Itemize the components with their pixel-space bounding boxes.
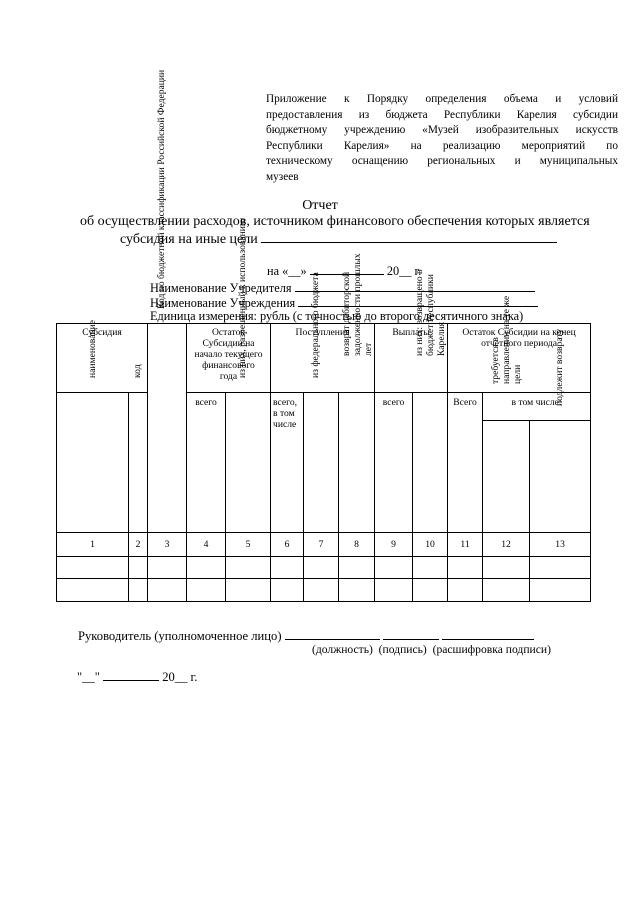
subsidy-purpose-field[interactable] [261,230,557,243]
balance-end-total-header: Всего [448,393,483,533]
table-cell[interactable] [483,557,530,579]
balance-end-header: Остаток Субсидии на конец отчетного периода [448,324,591,393]
table-cell[interactable] [57,579,129,602]
column-number: 2 [129,533,148,557]
table-cell[interactable] [339,579,375,602]
payments-total-header: всего [375,393,413,533]
signature-field[interactable] [383,627,439,640]
appendix-line: техническому оснащению региональных и муниципальных [266,155,618,168]
position-caption: (должность) [312,643,373,656]
position-field[interactable] [285,627,380,640]
column-number: 3 [148,533,187,557]
table-cell[interactable] [304,579,339,602]
report-title: Отчет [302,198,338,213]
footer-date-line [77,668,197,685]
name-header: наименование [57,393,129,533]
column-number: 7 [304,533,339,557]
column-number: 1 [57,533,129,557]
table-cell[interactable] [375,579,413,602]
signature-caption: (подпись) [378,643,427,656]
appendix-line: Приложение к Порядку определения объема и условий [266,93,618,105]
budget-code-header: Код по бюджетной классификации Российской Федерации [148,324,187,533]
table-cell[interactable] [448,579,483,602]
unit-of-measure: Единица измерения: рубль (с точностью до второго десятичного знака) [150,309,524,323]
balance-start-total-header: всего [187,393,226,533]
subsidy-header: Субсидия [57,324,148,393]
table-cell[interactable] [375,557,413,579]
table-cell[interactable] [57,557,129,579]
appendix-line: Республики Карелия» на реализацию мероприятий по [266,139,618,152]
column-number: 4 [187,533,226,557]
appendix-line: бюджетному учреждению «Музей изобразительных искусств [266,124,618,137]
head-label: Руководитель (уполномоченное лицо) [78,629,282,643]
payments-header: Выплаты [375,324,448,393]
date-year: 20__ г. [386,264,422,278]
column-number: 8 [339,533,375,557]
receipts-header: Поступления [271,324,375,393]
table-cell[interactable] [148,557,187,579]
signature-captions [312,643,551,656]
institution-label: Наименование Учреждения [150,296,296,310]
table-cell[interactable] [271,557,304,579]
footer-date-prefix: "__" [77,670,100,684]
report-subtitle-line1: об осуществлении расходов, источником финансового обеспечения которых является [80,214,590,229]
table-cell[interactable] [226,557,271,579]
column-number: 11 [448,533,483,557]
table-cell[interactable] [226,579,271,602]
footer-date-year: 20__ г. [162,670,198,684]
payments-returned-header: из них: возвращено в бюджет Республики Карелия [413,393,448,533]
column-number: 5 [226,533,271,557]
date-prefix: на «__» [267,264,307,278]
footer-date-field[interactable] [103,668,159,681]
table-cell[interactable] [483,579,530,602]
balance-start-permitted-header: из них, разрешенный к использованию [226,393,271,533]
founder-label: Наименование Учредителя [150,281,292,295]
table-cell[interactable] [448,557,483,579]
balance-start-header: Остаток Субсидии на начало текущего финансового года [187,324,271,393]
table-cell[interactable] [271,579,304,602]
table-cell[interactable] [148,579,187,602]
code-header: код [129,393,148,533]
table-cell[interactable] [413,557,448,579]
signature-decode-caption: (расшифровка подписи) [432,643,551,656]
table-cell[interactable] [129,557,148,579]
signature-decode-field[interactable] [442,627,534,640]
balance-end-required-header: требуется в направлении на те же цели [483,421,530,533]
balance-end-to-return-header: подлежит возврату [530,421,591,533]
column-number-row [57,533,591,557]
table-cell[interactable] [187,579,226,602]
balance-end-including-header: в том числе: [483,393,591,421]
appendix-line: музеев [266,170,299,183]
table-cell[interactable] [129,579,148,602]
column-number: 13 [530,533,591,557]
column-number: 12 [483,533,530,557]
receipts-total-header: всего, в том числе [271,393,304,533]
signature-line [78,627,534,644]
column-number: 10 [413,533,448,557]
appendix-line: предоставления из бюджета Республики Карелия субсидии [266,108,618,121]
table-cell[interactable] [413,579,448,602]
column-number: 6 [271,533,304,557]
appendix-note [266,92,618,186]
table-row [57,557,591,579]
subsidy-purpose-label: субсидия на иные цели [120,232,258,247]
table-cell[interactable] [530,557,591,579]
column-number: 9 [375,533,413,557]
table-cell[interactable] [339,557,375,579]
table-row [57,579,591,602]
table-cell[interactable] [530,579,591,602]
table-cell[interactable] [187,557,226,579]
table-cell[interactable] [304,557,339,579]
receipts-federal-header: из федерального бюджета [304,393,339,533]
receivables-return-header: возврат дебиторской задолженности прошлых лет [339,393,375,533]
report-subtitle-line2 [120,230,557,248]
